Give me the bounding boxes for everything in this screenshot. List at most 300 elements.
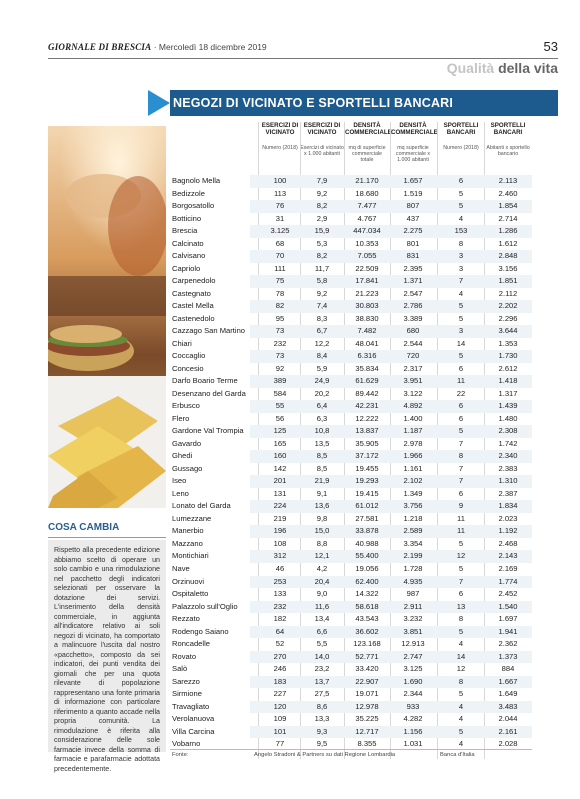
table-cell: 2.317: [403, 363, 423, 373]
table-cell: 12.717: [355, 726, 379, 736]
table-cell: 2,9: [316, 213, 328, 223]
table-cell: 680: [406, 326, 420, 336]
table-cell: 35.834: [355, 363, 379, 373]
column-header-subtitle: Numero (2018): [443, 145, 479, 151]
table-cell: 1.371: [403, 276, 423, 286]
table-cell: 2.275: [403, 226, 423, 236]
table-cell: 73: [275, 326, 285, 336]
municipality-name: Gavardo: [172, 438, 202, 448]
municipality-name: Montichiari: [172, 551, 209, 561]
table-cell: 1.439: [498, 401, 518, 411]
table-cell: 111: [274, 263, 286, 273]
municipality-name: Leno: [172, 488, 189, 498]
table-cell: 3.125: [270, 226, 290, 236]
table-cell: 8,5: [316, 451, 328, 461]
table-cell: 77: [275, 739, 285, 749]
table-cell: 33.878: [355, 526, 379, 536]
table-cell: 1.349: [403, 488, 423, 498]
table-cell: 6,6: [316, 626, 328, 636]
table-row: [170, 588, 532, 601]
table-cell: 720: [406, 351, 420, 361]
municipality-name: Lumezzane: [172, 513, 212, 523]
table-cell: 1.834: [498, 501, 518, 511]
column-header-subtitle: Numero (2018): [262, 145, 298, 151]
table-cell: 22.907: [355, 676, 379, 686]
table-cell: 108: [273, 538, 287, 548]
table-cell: 5: [458, 563, 464, 573]
table-cell: 2.395: [403, 263, 423, 273]
table-cell: 196: [273, 526, 287, 536]
table-cell: 201: [273, 476, 287, 486]
table-cell: 120: [273, 701, 287, 711]
table-cell: 123.168: [353, 639, 381, 649]
table-cell: 4: [458, 714, 464, 724]
table-cell: 5: [458, 726, 464, 736]
table-cell: 38.830: [355, 313, 379, 323]
table-cell: 3.354: [403, 538, 423, 548]
table-cell: 8.355: [357, 739, 377, 749]
table-cell: 4: [458, 213, 464, 223]
table-cell: 1.697: [498, 614, 518, 624]
table-row: [170, 500, 532, 513]
table-cell: 2.387: [498, 488, 518, 498]
table-row: [170, 713, 532, 726]
table-cell: 1.310: [498, 476, 518, 486]
table-cell: 6: [458, 401, 464, 411]
table-cell: 52: [275, 639, 285, 649]
table-cell: 9,0: [316, 589, 328, 599]
table-row: [170, 363, 532, 376]
table-cell: 1.161: [403, 463, 423, 473]
table-cell: 246: [273, 664, 287, 674]
column-header-1: [258, 122, 302, 172]
newspaper-name: GIORNALE DI BRESCIA: [48, 42, 152, 52]
municipality-name: Nave: [172, 563, 190, 573]
table-cell: 3.483: [498, 701, 518, 711]
table-cell: 1.667: [498, 676, 518, 686]
table-cell: 64: [275, 626, 285, 636]
municipality-name: Lonato del Garda: [172, 501, 231, 511]
table-cell: 3: [458, 251, 464, 261]
table-cell: 35.225: [355, 714, 379, 724]
table-row: [170, 601, 532, 614]
table-cell: 14,0: [314, 651, 330, 661]
table-row: [170, 213, 532, 226]
table-cell: 2.547: [403, 288, 423, 298]
table-cell: 165: [273, 438, 287, 448]
table-row: [170, 688, 532, 701]
table-cell: 1.774: [498, 576, 518, 586]
table-cell: 5: [458, 351, 464, 361]
table-cell: 2.143: [498, 551, 518, 561]
top-bar: [48, 39, 558, 58]
municipality-name: Carpenedolo: [172, 276, 216, 286]
table-cell: 8,2: [316, 251, 328, 261]
table-cell: 232: [273, 601, 287, 611]
table-cell: 584: [273, 388, 287, 398]
municipality-name: Calcinato: [172, 238, 204, 248]
table-cell: 1.742: [498, 438, 518, 448]
table-row: [170, 438, 532, 451]
table-cell: 2.747: [403, 651, 423, 661]
column-header-3: [345, 122, 392, 172]
section-title: [447, 60, 558, 76]
table-cell: 6: [458, 413, 464, 423]
table-cell: 1.519: [403, 188, 423, 198]
municipality-name: Cazzago San Martino: [172, 326, 246, 336]
table-row: [170, 413, 532, 426]
table-cell: 5: [458, 426, 464, 436]
table-row: [170, 538, 532, 551]
photo-illustration: [48, 126, 166, 508]
table-cell: 11: [457, 513, 465, 523]
column-header-title: ESERCIZI DI VICINATO: [261, 122, 299, 136]
table-cell: 2.978: [403, 438, 423, 448]
table-cell: 58.618: [355, 601, 379, 611]
table-cell: 6: [458, 589, 464, 599]
table-cell: 2.102: [403, 476, 423, 486]
table-cell: 21.223: [355, 288, 379, 298]
table-cell: 3.122: [403, 388, 423, 398]
table-cell: 1.192: [498, 526, 518, 536]
table-row: [170, 388, 532, 401]
table-row: [170, 200, 532, 213]
table-cell: 1.657: [403, 176, 423, 185]
table-cell: 1.854: [498, 201, 518, 211]
table-cell: 61.629: [355, 376, 379, 386]
table-row: [170, 676, 532, 689]
table-cell: 22: [456, 388, 466, 398]
table-cell: 6: [458, 363, 464, 373]
sidebar-text: Rispetto alla precedente edizione abbiamo scelto di operare un solo cambio e una rimodulazione nel pacchetto degli indicatori selezionati per osservare la dotazione dei servizi. L'inserimento della densità commerciale, in aggiunta all'indicatore relativo ai soli negozi di vicinato, ha comportato a malincuore l'uscita dal nostro «pacchetto», composto da sei indicatori, dei punti vendita dei giornali che per una quota rilevante di popolazione rappresentano una fonte primaria di informazione con particolare riferimento a quanto accade nella propria comunità. La rimodulazione è riferita alla considerazione delle sole farmacie invece della somma di farmacie e parafarmacie adottata precedentemente.: [54, 546, 160, 773]
table-row: [170, 313, 532, 326]
table-cell: 12,2: [314, 338, 330, 348]
table-cell: 227: [273, 689, 287, 699]
table-cell: 7: [458, 438, 464, 448]
municipality-name: Villa Carcina: [172, 726, 215, 736]
table-cell: 2.161: [498, 726, 518, 736]
table-cell: 68: [275, 238, 285, 248]
table-row: [170, 300, 532, 313]
table-cell: 8,4: [316, 351, 328, 361]
table-cell: 61.012: [355, 501, 379, 511]
table-cell: 2.344: [403, 689, 423, 699]
municipality-name: Desenzano del Garda: [172, 388, 246, 398]
table-cell: 3: [458, 326, 464, 336]
table-cell: 78: [275, 288, 285, 298]
table-cell: 31: [275, 213, 285, 223]
municipality-name: Castegnato: [172, 288, 211, 298]
table-cell: 4,2: [316, 563, 328, 573]
table-cell: 7: [458, 463, 464, 473]
table-cell: 2.308: [498, 426, 518, 436]
table-row: [170, 626, 532, 639]
table-row: [170, 263, 532, 276]
municipality-name: Rovato: [172, 651, 197, 661]
table-cell: 1.156: [403, 726, 423, 736]
table-row: [170, 463, 532, 476]
table-row: [170, 613, 532, 626]
municipality-name: Salò: [172, 664, 188, 674]
table-cell: 11,6: [314, 601, 330, 611]
table-cell: 13,5: [314, 438, 330, 448]
table-cell: 2.589: [403, 526, 423, 536]
table-cell: 1.418: [498, 376, 518, 386]
table-cell: 9,2: [316, 188, 328, 198]
municipality-name: Calvisano: [172, 251, 206, 261]
table-cell: 8,3: [316, 313, 328, 323]
table-cell: 5: [458, 188, 464, 198]
table-cell: 12.222: [355, 413, 379, 423]
table-cell: 10,8: [314, 426, 330, 436]
table-row: [170, 225, 532, 238]
municipality-name: Borgosatollo: [172, 201, 215, 211]
municipality-name: Verolanuova: [172, 714, 215, 724]
table-cell: 131: [273, 488, 287, 498]
table-cell: 224: [273, 501, 287, 511]
table-cell: 4: [458, 639, 464, 649]
table-cell: 14: [456, 338, 466, 348]
column-header-subtitle: Abitanti x sportello bancario: [486, 145, 530, 158]
table-row: [170, 400, 532, 413]
municipality-name: Concesio: [172, 363, 204, 373]
table-cell: 2.113: [498, 176, 518, 185]
table-cell: 13.837: [355, 426, 379, 436]
table-cell: 9,8: [316, 513, 328, 523]
table-cell: 11: [457, 526, 465, 536]
table-cell: 2.023: [498, 513, 518, 523]
table-cell: 183: [273, 676, 287, 686]
table-cell: 40.988: [355, 538, 379, 548]
table-cell: 2.383: [498, 463, 518, 473]
table-cell: 13,4: [314, 614, 330, 624]
table-cell: 113: [273, 188, 287, 198]
table-row: [170, 550, 532, 563]
municipality-name: Ghedi: [172, 451, 193, 461]
column-header-title: ESERCIZI DI VICINATO: [303, 122, 341, 136]
municipality-name: Palazzolo sull'Oglio: [172, 601, 238, 611]
municipality-name: Gardone Val Trompia: [172, 426, 244, 436]
municipality-name: Rezzato: [172, 614, 200, 624]
table-cell: 6: [458, 488, 464, 498]
table-cell: 884: [501, 664, 515, 674]
table-row: [170, 576, 532, 589]
table-cell: 7,9: [316, 176, 328, 185]
table-cell: 37.172: [355, 451, 379, 461]
article-title: NEGOZI DI VICINATO E SPORTELLI BANCARI: [173, 96, 454, 110]
table-cell: 1.612: [498, 238, 518, 248]
table-cell: 4.892: [403, 401, 423, 411]
municipality-name: Vobarno: [172, 739, 201, 749]
table-cell: 2.786: [403, 301, 423, 311]
table-cell: 27,5: [314, 689, 330, 699]
municipality-name: Roncadelle: [172, 639, 210, 649]
source-a: Angelo Stradoni & Partners su dati Regione Lombardia: [254, 752, 396, 758]
municipality-name: Brescia: [172, 226, 198, 236]
table-row: [170, 513, 532, 526]
table-cell: 13,6: [314, 501, 330, 511]
issue-date: Mercoledì 18 dicembre 2019: [158, 42, 267, 52]
table-row: [170, 638, 532, 651]
table-row: [170, 450, 532, 463]
table-cell: 253: [273, 576, 287, 586]
table-cell: 13,7: [314, 676, 330, 686]
table-cell: 24,9: [314, 376, 330, 386]
table-cell: 9,2: [316, 288, 328, 298]
table-cell: 19.293: [355, 476, 379, 486]
table-cell: 62.400: [355, 576, 379, 586]
column-header-4: [391, 122, 438, 172]
table-cell: 109: [273, 714, 287, 724]
shop-photo: [48, 126, 166, 508]
table-cell: 8,2: [316, 201, 328, 211]
municipality-name: Erbusco: [172, 401, 200, 411]
table-cell: 11,7: [314, 263, 330, 273]
table-cell: 2.452: [498, 589, 518, 599]
table-cell: 6: [458, 176, 464, 185]
table-cell: 7.482: [357, 326, 377, 336]
table-row: [170, 563, 532, 576]
table-cell: 12: [456, 551, 466, 561]
table-cell: 2.112: [498, 288, 518, 298]
table-cell: 1.730: [498, 351, 518, 361]
table-cell: 14.322: [355, 589, 379, 599]
table-cell: 55.400: [355, 551, 379, 561]
municipality-name: Ospitaletto: [172, 589, 209, 599]
table-cell: 1.286: [498, 226, 518, 236]
table-cell: 18.680: [355, 188, 379, 198]
municipality-name: Chiari: [172, 338, 192, 348]
municipality-name: Sirmione: [172, 689, 202, 699]
table-cell: 82: [275, 301, 285, 311]
table-cell: 20,2: [314, 388, 330, 398]
table-cell: 8,8: [316, 538, 328, 548]
municipality-name: Rodengo Saiano: [172, 626, 229, 636]
table-cell: 2.714: [498, 213, 518, 223]
column-header-subtitle: Esercizi di vicinato x 1.000 abitanti: [300, 145, 344, 158]
table-cell: 42.231: [355, 401, 379, 411]
column-header-5: [439, 122, 483, 172]
table-cell: 4.767: [357, 213, 377, 223]
table-cell: 4: [458, 288, 464, 298]
table-cell: 1.031: [403, 739, 423, 749]
table-cell: 2.460: [498, 188, 518, 198]
source-label: Fonte:: [172, 752, 189, 758]
table-cell: 11: [457, 376, 465, 386]
table-row: [170, 325, 532, 338]
table-cell: 8,6: [316, 701, 328, 711]
table-cell: 5: [458, 201, 464, 211]
table-cell: 1.966: [403, 451, 423, 461]
table-row: [170, 525, 532, 538]
table-cell: 56: [275, 413, 285, 423]
table-cell: 3.756: [403, 501, 423, 511]
municipality-name: Coccaglio: [172, 351, 206, 361]
table-cell: 55: [275, 401, 285, 411]
table-cell: 33.420: [355, 664, 379, 674]
table-cell: 15,0: [314, 526, 330, 536]
table-cell: 43.543: [355, 614, 379, 624]
table-cell: 312: [273, 551, 287, 561]
table-cell: 2.911: [403, 601, 423, 611]
table-cell: 19.056: [355, 563, 379, 573]
municipality-name: Manerbio: [172, 526, 204, 536]
table-cell: 6,4: [316, 401, 328, 411]
municipality-name: Botticino: [172, 213, 202, 223]
table-cell: 125: [273, 426, 287, 436]
table-cell: 437: [406, 213, 420, 223]
sidebar-rule: [48, 537, 166, 538]
banner-arrow: [148, 90, 170, 116]
table-cell: 447.034: [353, 226, 381, 236]
table-cell: 48.041: [355, 338, 379, 348]
table-cell: 2.544: [403, 338, 423, 348]
section-title-a: Qualità: [446, 60, 495, 76]
table-cell: 21,9: [314, 476, 330, 486]
table-cell: 3.644: [498, 326, 518, 336]
municipality-name: Iseo: [172, 476, 187, 486]
table-cell: 9,5: [316, 739, 328, 749]
column-header-subtitle: mq superficie commerciale x 1.000 abitanti: [395, 145, 431, 164]
table-cell: 6.316: [357, 351, 377, 361]
municipality-name: Bedizzole: [172, 188, 205, 198]
table-cell: 831: [406, 251, 420, 261]
table-cell: 142: [273, 463, 287, 473]
table-cell: 8: [458, 614, 464, 624]
table-cell: 5,3: [316, 238, 328, 248]
table-cell: 2.044: [498, 714, 518, 724]
table-cell: 46: [275, 563, 285, 573]
table-cell: 4.282: [403, 714, 423, 724]
header-rule: [48, 58, 558, 59]
table-row: [170, 663, 532, 676]
source-b: Banca d'Italia: [440, 752, 475, 758]
table-cell: 7.477: [357, 201, 377, 211]
table-row: [170, 188, 532, 201]
table-cell: 12,1: [314, 551, 330, 561]
table-cell: 8: [458, 676, 464, 686]
table-cell: 36.602: [355, 626, 379, 636]
table-cell: 1.373: [498, 651, 518, 661]
municipality-name: Bagnolo Mella: [172, 176, 221, 185]
municipality-name: Castel Mella: [172, 301, 214, 311]
data-table: [170, 175, 532, 751]
table-cell: 933: [406, 701, 420, 711]
table-cell: 801: [406, 238, 420, 248]
table-row: [170, 488, 532, 501]
table-cell: 1.218: [403, 513, 423, 523]
table-cell: 160: [273, 451, 287, 461]
table-row: [170, 238, 532, 251]
table-cell: 21.170: [355, 176, 379, 185]
column-header-2: [300, 122, 344, 172]
table-cell: 5,8: [316, 276, 328, 286]
table-cell: 1.480: [498, 413, 518, 423]
table-cell: 6,7: [316, 326, 328, 336]
table-row: [170, 475, 532, 488]
municipality-name: Mazzano: [172, 538, 203, 548]
table-cell: 2.169: [498, 563, 518, 573]
table-cell: 2.296: [498, 313, 518, 323]
table-cell: 1.353: [498, 338, 518, 348]
sep: ·: [153, 42, 159, 52]
column-header-title: DENSITÀ COMMERCIALE: [391, 122, 438, 136]
table-cell: 1.728: [403, 563, 423, 573]
table-cell: 5: [458, 301, 464, 311]
table-cell: 9,1: [316, 488, 328, 498]
municipality-name: Orzinuovi: [172, 576, 205, 586]
table-cell: 3.389: [403, 313, 423, 323]
